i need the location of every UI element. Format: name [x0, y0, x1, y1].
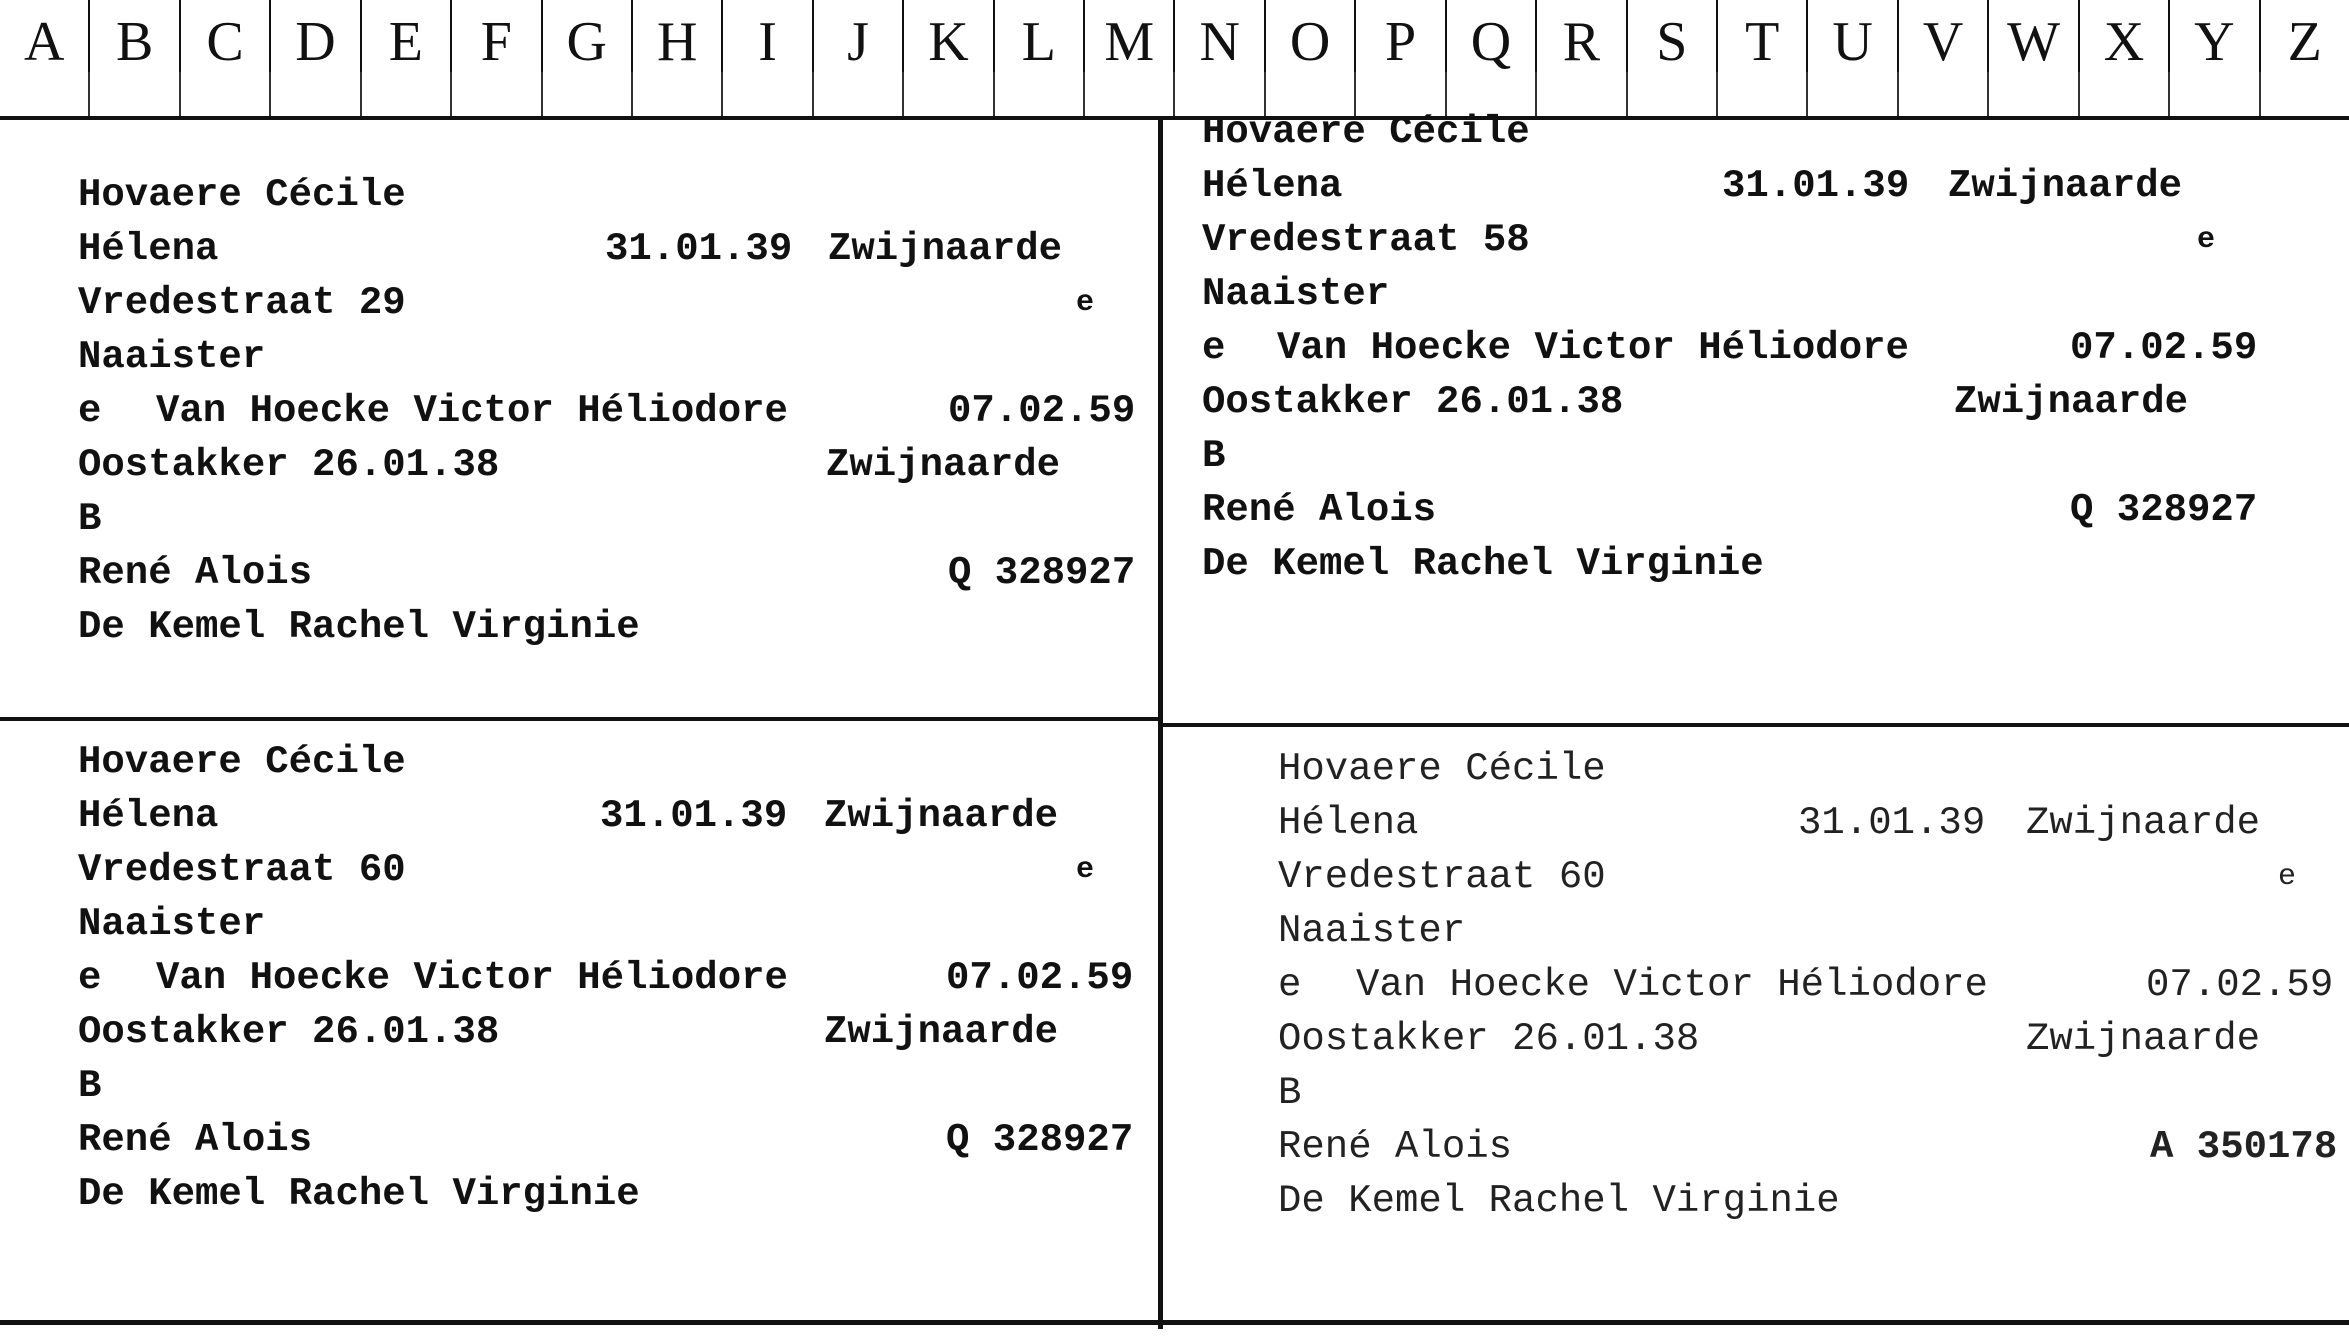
alphabet-letter-k: K [904, 0, 994, 72]
spouse-birth: Oostakker 26.01.38 [78, 443, 500, 487]
father-name: René Alois [1278, 1125, 1513, 1169]
alphabet-letter-q: Q [1447, 0, 1537, 72]
birth-place: Zwijnaarde [824, 794, 1059, 838]
marriage-date: 07.02.59 [946, 956, 1134, 1000]
birth-date: 31.01.39 [1798, 801, 1986, 845]
alphabet-letter-l: L [995, 0, 1085, 72]
alphabet-letters [0, 0, 2349, 72]
spouse-birth: Oostakker 26.01.38 [1278, 1017, 1700, 1061]
reference-number: Q 328927 [946, 1118, 1134, 1162]
person-name: Hovaere Cécile [1202, 110, 1530, 154]
tick [814, 72, 904, 116]
person-name: Hovaere Cécile [1278, 747, 1606, 791]
address: Vredestraat 60 [78, 848, 406, 892]
alphabet-letter-s: S [1628, 0, 1718, 72]
address: Vredestraat 29 [78, 281, 406, 325]
marriage-place: Zwijnaarde [2026, 1017, 2261, 1061]
code: B [1202, 434, 1226, 478]
code: B [78, 497, 102, 541]
mother-name: De Kemel Rachel Virginie [78, 1172, 640, 1216]
first-name-2: Hélena [78, 794, 219, 838]
occupation: Naaister [1278, 909, 1466, 953]
reference-number: Q 328927 [2070, 488, 2258, 532]
alphabet-index-bar [0, 0, 2349, 120]
birth-date: 31.01.39 [605, 227, 793, 271]
first-name-2: Hélena [1202, 164, 1343, 208]
reference-number: A 350178 [2150, 1125, 2338, 1169]
tick [723, 72, 813, 116]
marker: e [1076, 853, 1095, 887]
tick [271, 72, 361, 116]
spouse-prefix: e [1278, 963, 1302, 1007]
spouse-birth: Oostakker 26.01.38 [78, 1010, 500, 1054]
tick [362, 72, 452, 116]
marriage-place: Zwijnaarde [826, 443, 1061, 487]
father-name: René Alois [78, 551, 313, 595]
marriage-date: 07.02.59 [2070, 326, 2258, 370]
bottom-border [0, 1320, 2349, 1325]
address: Vredestraat 58 [1202, 218, 1530, 262]
person-name: Hovaere Cécile [78, 173, 406, 217]
code: B [78, 1064, 102, 1108]
mother-name: De Kemel Rachel Virginie [1202, 542, 1764, 586]
spouse-name: Van Hoecke Victor Héliodore [156, 956, 788, 1000]
tick [633, 72, 723, 116]
spouse-prefix: e [78, 389, 102, 433]
alphabet-letter-g: G [543, 0, 633, 72]
alphabet-letter-m: M [1085, 0, 1175, 72]
marriage-place: Zwijnaarde [824, 1010, 1059, 1054]
alphabet-letter-o: O [1266, 0, 1356, 72]
alphabet-letter-c: C [181, 0, 271, 72]
spouse-name: Van Hoecke Victor Héliodore [1356, 963, 1988, 1007]
spouse-name: Van Hoecke Victor Héliodore [1277, 326, 1909, 370]
record-card-top-left [78, 168, 1158, 654]
alphabet-letter-b: B [90, 0, 180, 72]
tick [904, 72, 994, 116]
tick [90, 72, 180, 116]
alphabet-letter-w: W [1989, 0, 2079, 72]
alphabet-letter-z: Z [2287, 11, 2322, 73]
alphabet-letter-p: P [1356, 0, 1446, 72]
tick [1085, 72, 1175, 116]
tick [181, 72, 271, 116]
father-name: René Alois [1202, 488, 1437, 532]
record-card-top-right [1202, 105, 2342, 591]
alphabet-letter-r: R [1537, 0, 1627, 72]
first-name-2: Hélena [1278, 801, 1419, 845]
tick [995, 72, 1085, 116]
tick [452, 72, 542, 116]
alphabet-letter-v: V [1899, 0, 1989, 72]
alphabet-letter-a: A [0, 0, 90, 72]
marker: e [2278, 860, 2297, 894]
occupation: Naaister [78, 335, 266, 379]
horizontal-divider-right [1162, 723, 2349, 727]
birth-place: Zwijnaarde [1948, 164, 2183, 208]
spouse-prefix: e [78, 956, 102, 1000]
first-name-2: Hélena [78, 227, 219, 271]
reference-number: Q 328927 [948, 551, 1136, 595]
alphabet-letter-e: E [362, 0, 452, 72]
code: B [1278, 1071, 1302, 1115]
mother-name: De Kemel Rachel Virginie [1278, 1179, 1840, 1223]
marriage-date: 07.02.59 [2146, 963, 2334, 1007]
record-card-bottom-left [78, 735, 1158, 1221]
alphabet-letter-h: H [633, 0, 723, 72]
marriage-date: 07.02.59 [948, 389, 1136, 433]
tick [543, 72, 633, 116]
address: Vredestraat 60 [1278, 855, 1606, 899]
occupation: Naaister [1202, 272, 1390, 316]
record-card-bottom-right [1278, 742, 2348, 1228]
alphabet-letter-i: I [723, 0, 813, 72]
alphabet-letter-f: F [452, 0, 542, 72]
person-name: Hovaere Cécile [78, 740, 406, 784]
alphabet-letter-d: D [271, 0, 361, 72]
marker: e [2197, 223, 2216, 257]
birth-date: 31.01.39 [1722, 164, 1910, 208]
alphabet-letter-y: Y [2170, 0, 2260, 72]
spouse-prefix: e [1202, 326, 1226, 370]
father-name: René Alois [78, 1118, 313, 1162]
birth-date: 31.01.39 [600, 794, 788, 838]
tick [0, 72, 90, 116]
spouse-birth: Oostakker 26.01.38 [1202, 380, 1624, 424]
horizontal-divider-left [0, 717, 1160, 721]
spouse-name: Van Hoecke Victor Héliodore [156, 389, 788, 433]
birth-place: Zwijnaarde [2026, 801, 2261, 845]
mother-name: De Kemel Rachel Virginie [78, 605, 640, 649]
alphabet-letter-n: N [1175, 0, 1265, 72]
marker: e [1076, 286, 1095, 320]
alphabet-letter-t: T [1718, 0, 1808, 72]
alphabet-letter-j: J [814, 0, 904, 72]
alphabet-letter-u: U [1808, 0, 1898, 72]
birth-place: Zwijnaarde [828, 227, 1063, 271]
marriage-place: Zwijnaarde [1954, 380, 2189, 424]
occupation: Naaister [78, 902, 266, 946]
alphabet-letter-x: X [2080, 0, 2170, 72]
